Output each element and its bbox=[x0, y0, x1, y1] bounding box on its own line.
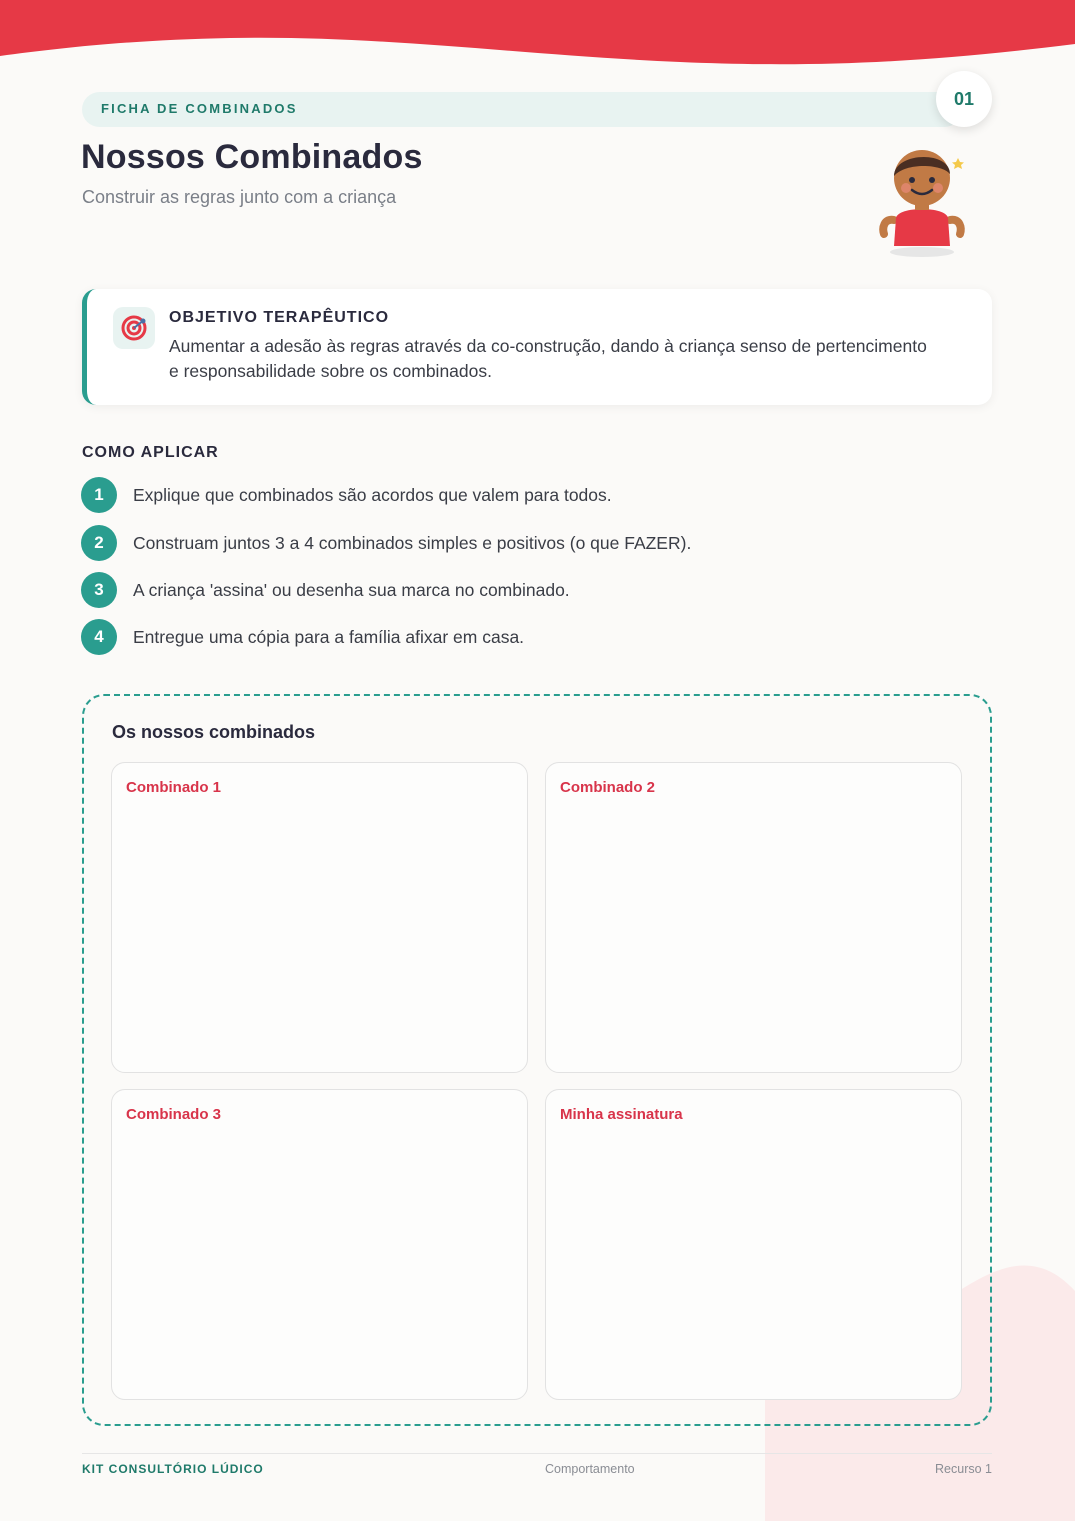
activity-title: Os nossos combinados bbox=[112, 722, 316, 742]
page-subtitle: Construir as regras junto com a criança bbox=[82, 187, 397, 207]
activity-area bbox=[82, 694, 992, 1426]
step-item bbox=[81, 619, 524, 655]
step-item bbox=[81, 477, 612, 513]
combinado-3-label: Combinado 3 bbox=[126, 1106, 222, 1123]
worksheet-number-badge: 01 bbox=[936, 71, 992, 127]
combinado-2-label: Combinado 2 bbox=[560, 779, 656, 796]
signature-label: Minha assinatura bbox=[560, 1106, 683, 1123]
how-to-title: COMO APLICAR bbox=[82, 444, 219, 461]
step-number: 1 bbox=[81, 477, 117, 513]
top-wave-decoration bbox=[0, 0, 1075, 70]
step-number: 4 bbox=[81, 619, 117, 655]
step-text: Explique que combinados são acordos que valem para todos. bbox=[133, 484, 612, 505]
footer-brand: KIT CONSULTÓRIO LÚDICO bbox=[82, 1462, 264, 1476]
worksheet-tag-label: FICHA DE COMBINADOS bbox=[101, 101, 298, 116]
step-text: Entregue uma cópia para a família afixar em casa. bbox=[133, 626, 525, 647]
objective-text: Aumentar a adesão às regras através da co-construção, dando à criança senso de pertencimento e responsabilidade sobre os combinados. bbox=[169, 336, 927, 381]
step-number: 2 bbox=[81, 525, 117, 561]
step-text: Construam juntos 3 a 4 combinados simples e positivos (o que FAZER). bbox=[133, 532, 692, 553]
footer-divider bbox=[82, 1453, 992, 1454]
footer-resource: Recurso 1 bbox=[935, 1462, 992, 1476]
combinado-1-box[interactable] bbox=[111, 762, 528, 1073]
combinado-2-box[interactable] bbox=[545, 762, 962, 1073]
objective-card bbox=[82, 289, 992, 405]
combinado-1-label: Combinado 1 bbox=[126, 779, 222, 796]
signature-box[interactable] bbox=[545, 1089, 962, 1400]
objective-heading: OBJETIVO TERAPÊUTICO bbox=[169, 309, 390, 326]
page-title: Nossos Combinados bbox=[81, 138, 423, 176]
step-item bbox=[81, 572, 570, 608]
step-item bbox=[81, 525, 691, 561]
footer-category: Comportamento bbox=[545, 1462, 635, 1476]
combinado-3-box[interactable] bbox=[111, 1089, 528, 1400]
worksheet-tag bbox=[82, 92, 962, 127]
step-text: A criança 'assina' ou desenha sua marca no combinado. bbox=[133, 579, 570, 600]
child-mascot-icon bbox=[872, 140, 972, 260]
target-icon bbox=[113, 307, 155, 349]
step-number: 3 bbox=[81, 572, 117, 608]
